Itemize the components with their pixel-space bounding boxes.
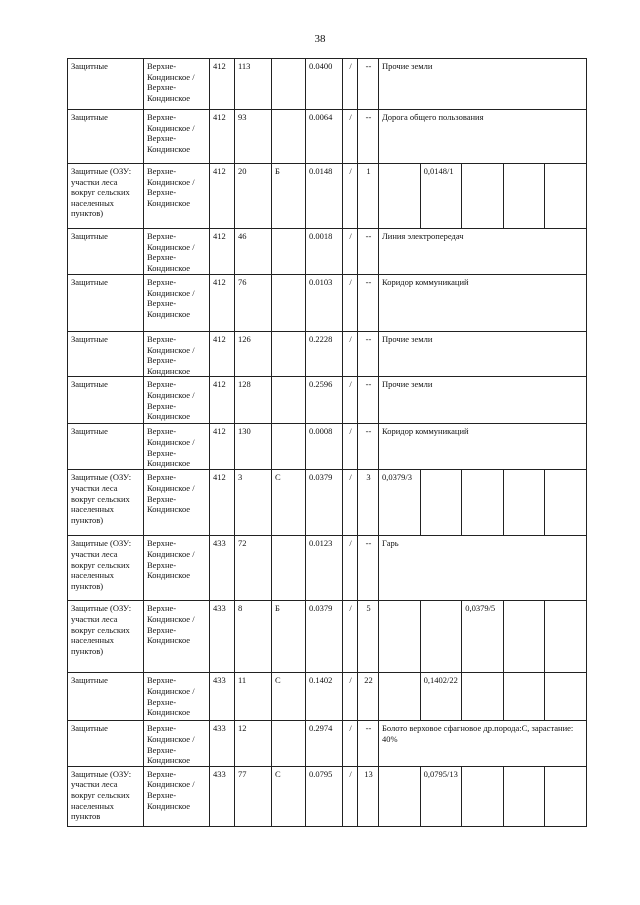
zone-value-cell bbox=[462, 673, 504, 721]
zone-value-cell bbox=[379, 766, 421, 826]
slash-cell: / bbox=[343, 766, 358, 826]
slash-cell: / bbox=[343, 377, 358, 424]
zone-value-cell bbox=[503, 601, 545, 673]
quarter-cell: 433 bbox=[210, 673, 235, 721]
forestry-cell: Верхне-Кондинское / Верхне-Кондинское bbox=[144, 164, 210, 229]
zone-value-cell bbox=[379, 601, 421, 673]
number-cell: 13 bbox=[358, 766, 379, 826]
number-cell: -- bbox=[358, 377, 379, 424]
slash-cell: / bbox=[343, 110, 358, 164]
land-description-cell: Болото верховое сфагновое др.порода:С, зарастание: 40% bbox=[379, 721, 587, 766]
category-cell: Защитные (ОЗУ: участки леса вокруг сельских населенных пунктов) bbox=[68, 470, 144, 536]
land-description-cell: Коридор коммуникаций bbox=[379, 275, 587, 332]
category-cell: Защитные bbox=[68, 377, 144, 424]
forestry-cell: Верхне-Кондинское / Верхне-Кондинское bbox=[144, 673, 210, 721]
zone-value-cell bbox=[420, 470, 462, 536]
category-cell: Защитные (ОЗУ: участки леса вокруг сельских населенных пунктов) bbox=[68, 164, 144, 229]
quarter-cell: 412 bbox=[210, 229, 235, 275]
slash-cell: / bbox=[343, 275, 358, 332]
table-row bbox=[68, 424, 587, 470]
zone-value-cell bbox=[462, 766, 504, 826]
slash-cell: / bbox=[343, 424, 358, 470]
table-row bbox=[68, 229, 587, 275]
category-cell: Защитные (ОЗУ: участки леса вокруг сельских населенных пунктов) bbox=[68, 536, 144, 601]
category-cell: Защитные bbox=[68, 229, 144, 275]
forestry-cell: Верхне-Кондинское / Верхне-Кондинское bbox=[144, 766, 210, 826]
category-cell: Защитные (ОЗУ: участки леса вокруг сельских населенных пунктов bbox=[68, 766, 144, 826]
zone-value-cell bbox=[420, 601, 462, 673]
forestry-cell: Верхне-Кондинское / Верхне-Кондинское bbox=[144, 332, 210, 377]
table-row bbox=[68, 721, 587, 766]
number-cell: -- bbox=[358, 229, 379, 275]
vydel-cell: 11 bbox=[235, 673, 272, 721]
vydel-cell: 8 bbox=[235, 601, 272, 673]
area-cell: 0.0148 bbox=[306, 164, 343, 229]
number-cell: 3 bbox=[358, 470, 379, 536]
forestry-cell: Верхне-Кондинское / Верхне-Кондинское bbox=[144, 601, 210, 673]
vydel-cell: 113 bbox=[235, 59, 272, 110]
structure-cell: Б bbox=[272, 164, 306, 229]
forestry-cell: Верхне-Кондинское / Верхне-Кондинское bbox=[144, 229, 210, 275]
area-cell: 0.2974 bbox=[306, 721, 343, 766]
zone-value-cell bbox=[379, 673, 421, 721]
table-row bbox=[68, 673, 587, 721]
vydel-cell: 12 bbox=[235, 721, 272, 766]
number-cell: -- bbox=[358, 275, 379, 332]
area-cell: 0.0379 bbox=[306, 601, 343, 673]
category-cell: Защитные bbox=[68, 721, 144, 766]
zone-value-cell bbox=[503, 673, 545, 721]
forestry-cell: Верхне-Кондинское / Верхне-Кондинское bbox=[144, 424, 210, 470]
zone-value-cell: 0,1402/22 bbox=[420, 673, 462, 721]
structure-cell: С bbox=[272, 673, 306, 721]
vydel-cell: 93 bbox=[235, 110, 272, 164]
area-cell: 0.0018 bbox=[306, 229, 343, 275]
vydel-cell: 128 bbox=[235, 377, 272, 424]
structure-cell bbox=[272, 110, 306, 164]
vydel-cell: 3 bbox=[235, 470, 272, 536]
quarter-cell: 412 bbox=[210, 332, 235, 377]
area-cell: 0.0123 bbox=[306, 536, 343, 601]
zone-value-cell bbox=[545, 673, 587, 721]
number-cell: 5 bbox=[358, 601, 379, 673]
table-row bbox=[68, 377, 587, 424]
zone-value-cell bbox=[462, 470, 504, 536]
structure-cell: С bbox=[272, 766, 306, 826]
number-cell: 22 bbox=[358, 673, 379, 721]
structure-cell bbox=[272, 59, 306, 110]
slash-cell: / bbox=[343, 536, 358, 601]
forestry-cell: Верхне-Кондинское / Верхне-Кондинское bbox=[144, 470, 210, 536]
land-description-cell: Прочие земли bbox=[379, 59, 587, 110]
slash-cell: / bbox=[343, 164, 358, 229]
structure-cell bbox=[272, 721, 306, 766]
zone-value-cell: 0,0148/1 bbox=[420, 164, 462, 229]
structure-cell bbox=[272, 275, 306, 332]
vydel-cell: 126 bbox=[235, 332, 272, 377]
vydel-cell: 46 bbox=[235, 229, 272, 275]
quarter-cell: 433 bbox=[210, 536, 235, 601]
forestry-cell: Верхне-Кондинское / Верхне-Кондинское bbox=[144, 536, 210, 601]
table-row bbox=[68, 766, 587, 826]
vydel-cell: 130 bbox=[235, 424, 272, 470]
zone-value-cell bbox=[503, 164, 545, 229]
land-description-cell: Гарь bbox=[379, 536, 587, 601]
vydel-cell: 72 bbox=[235, 536, 272, 601]
number-cell: -- bbox=[358, 721, 379, 766]
number-cell: -- bbox=[358, 59, 379, 110]
zone-value-cell bbox=[503, 470, 545, 536]
number-cell: -- bbox=[358, 110, 379, 164]
number-cell: -- bbox=[358, 536, 379, 601]
area-cell: 0.2228 bbox=[306, 332, 343, 377]
zone-value-cell bbox=[545, 164, 587, 229]
zone-value-cell bbox=[379, 164, 421, 229]
land-description-cell: Коридор коммуникаций bbox=[379, 424, 587, 470]
slash-cell: / bbox=[343, 332, 358, 377]
structure-cell bbox=[272, 229, 306, 275]
category-cell: Защитные bbox=[68, 424, 144, 470]
land-description-cell: Прочие земли bbox=[379, 377, 587, 424]
area-cell: 0.2596 bbox=[306, 377, 343, 424]
forestry-cell: Верхне-Кондинское / Верхне-Кондинское bbox=[144, 59, 210, 110]
area-cell: 0.0064 bbox=[306, 110, 343, 164]
category-cell: Защитные bbox=[68, 59, 144, 110]
land-description-cell: Линия электропередач bbox=[379, 229, 587, 275]
area-cell: 0.0379 bbox=[306, 470, 343, 536]
structure-cell bbox=[272, 377, 306, 424]
table-row bbox=[68, 59, 587, 110]
table-row bbox=[68, 470, 587, 536]
category-cell: Защитные bbox=[68, 332, 144, 377]
quarter-cell: 412 bbox=[210, 470, 235, 536]
table-row bbox=[68, 601, 587, 673]
slash-cell: / bbox=[343, 601, 358, 673]
structure-cell bbox=[272, 536, 306, 601]
table-row bbox=[68, 275, 587, 332]
quarter-cell: 412 bbox=[210, 110, 235, 164]
forestry-cell: Верхне-Кондинское / Верхне-Кондинское bbox=[144, 377, 210, 424]
quarter-cell: 433 bbox=[210, 721, 235, 766]
structure-cell bbox=[272, 424, 306, 470]
forest-plot-table bbox=[67, 58, 587, 827]
category-cell: Защитные bbox=[68, 110, 144, 164]
table-row bbox=[68, 164, 587, 229]
number-cell: 1 bbox=[358, 164, 379, 229]
slash-cell: / bbox=[343, 470, 358, 536]
table-row bbox=[68, 110, 587, 164]
number-cell: -- bbox=[358, 424, 379, 470]
zone-value-cell bbox=[545, 601, 587, 673]
zone-value-cell: 0,0379/3 bbox=[379, 470, 421, 536]
zone-value-cell bbox=[545, 470, 587, 536]
slash-cell: / bbox=[343, 673, 358, 721]
zone-value-cell bbox=[545, 766, 587, 826]
slash-cell: / bbox=[343, 59, 358, 110]
slash-cell: / bbox=[343, 229, 358, 275]
table-row bbox=[68, 332, 587, 377]
forestry-cell: Верхне-Кондинское / Верхне-Кондинское bbox=[144, 275, 210, 332]
quarter-cell: 412 bbox=[210, 377, 235, 424]
area-cell: 0.1402 bbox=[306, 673, 343, 721]
category-cell: Защитные bbox=[68, 275, 144, 332]
structure-cell: С bbox=[272, 470, 306, 536]
page-number: 38 bbox=[314, 33, 326, 45]
vydel-cell: 76 bbox=[235, 275, 272, 332]
land-description-cell: Дорога общего пользования bbox=[379, 110, 587, 164]
table-row bbox=[68, 536, 587, 601]
forestry-cell: Верхне-Кондинское / Верхне-Кондинское bbox=[144, 721, 210, 766]
table-body bbox=[68, 59, 587, 827]
forestry-cell: Верхне-Кондинское / Верхне-Кондинское bbox=[144, 110, 210, 164]
land-description-cell: Прочие земли bbox=[379, 332, 587, 377]
area-cell: 0.0795 bbox=[306, 766, 343, 826]
category-cell: Защитные (ОЗУ: участки леса вокруг сельских населенных пунктов) bbox=[68, 601, 144, 673]
quarter-cell: 412 bbox=[210, 424, 235, 470]
quarter-cell: 412 bbox=[210, 59, 235, 110]
quarter-cell: 433 bbox=[210, 766, 235, 826]
zone-value-cell bbox=[462, 164, 504, 229]
vydel-cell: 77 bbox=[235, 766, 272, 826]
quarter-cell: 412 bbox=[210, 275, 235, 332]
quarter-cell: 433 bbox=[210, 601, 235, 673]
area-cell: 0.0103 bbox=[306, 275, 343, 332]
number-cell: -- bbox=[358, 332, 379, 377]
structure-cell: Б bbox=[272, 601, 306, 673]
zone-value-cell bbox=[503, 766, 545, 826]
area-cell: 0.0008 bbox=[306, 424, 343, 470]
category-cell: Защитные bbox=[68, 673, 144, 721]
vydel-cell: 20 bbox=[235, 164, 272, 229]
quarter-cell: 412 bbox=[210, 164, 235, 229]
slash-cell: / bbox=[343, 721, 358, 766]
structure-cell bbox=[272, 332, 306, 377]
zone-value-cell: 0,0795/13 bbox=[420, 766, 462, 826]
area-cell: 0.0400 bbox=[306, 59, 343, 110]
zone-value-cell: 0,0379/5 bbox=[462, 601, 504, 673]
